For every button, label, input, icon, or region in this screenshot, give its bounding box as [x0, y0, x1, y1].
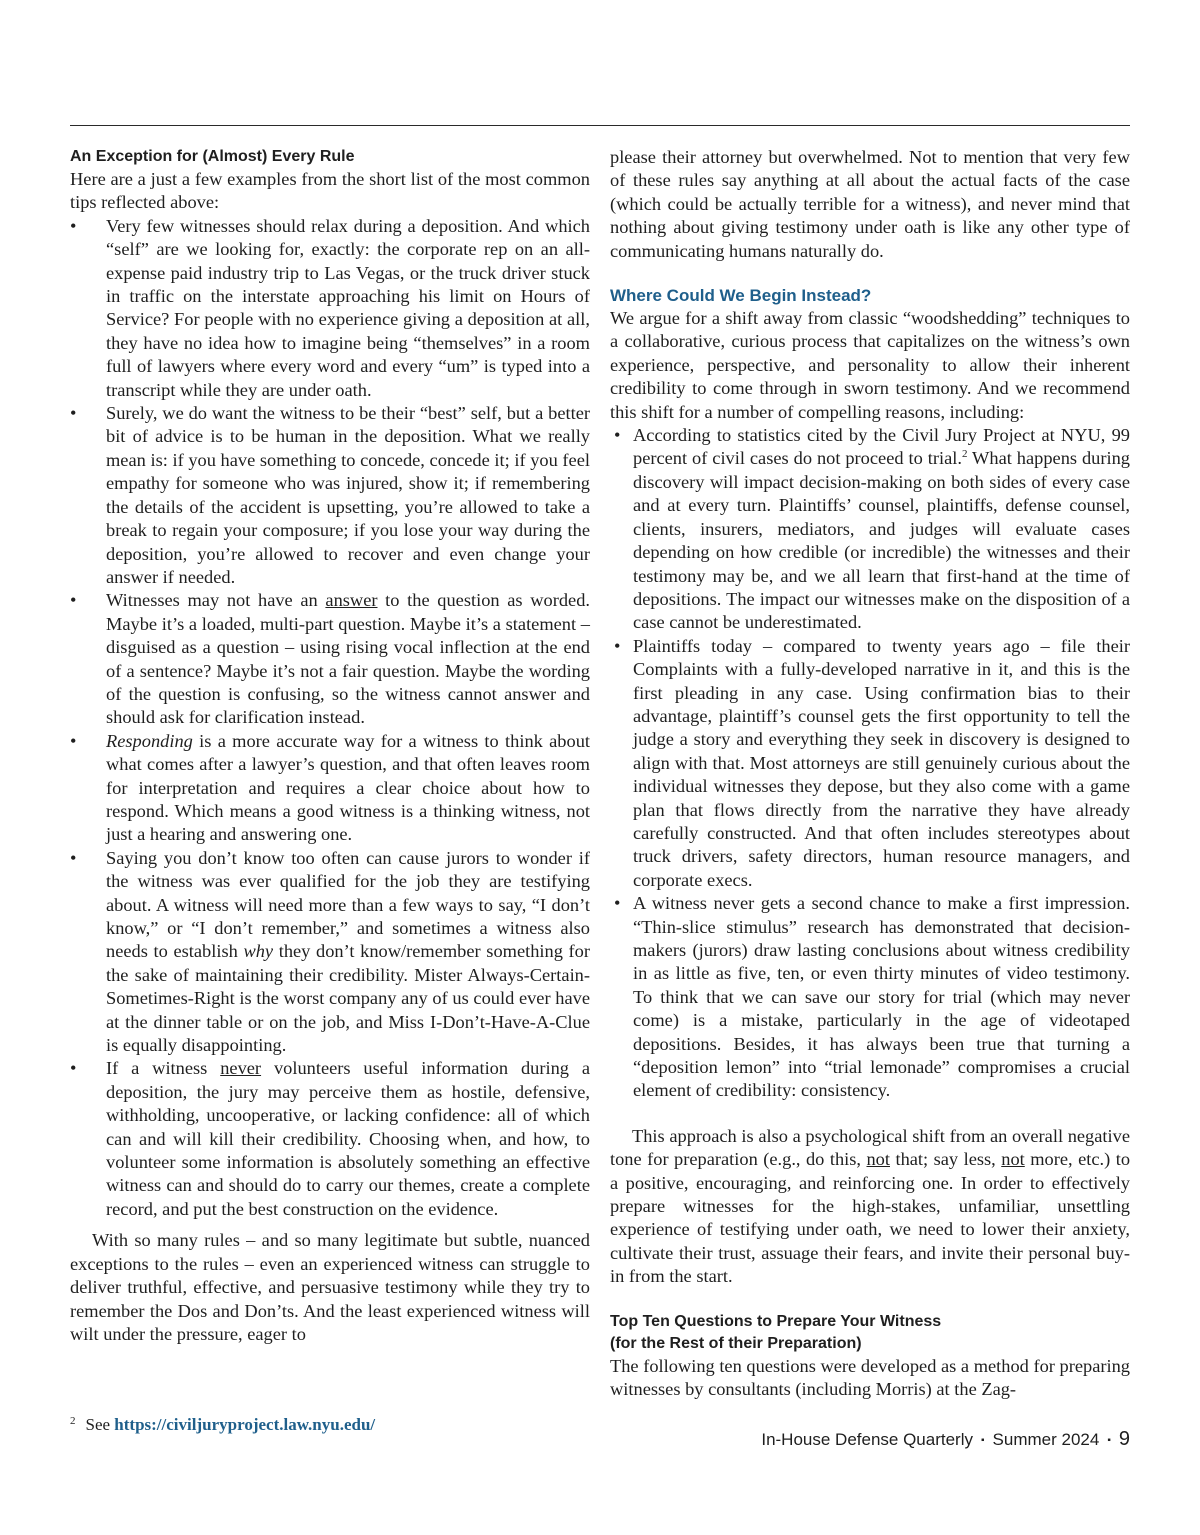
footnote-see: See: [85, 1415, 111, 1434]
list-item: • Very few witnesses should relax during a deposition. And which “self” are we looking for, exactly: the corporate rep on an all-expense paid industry trip to Las Vegas, or the truck driver stuck in traffic on the interstate approaching his limit on Hours of Service? For people with no experience giving a deposition at all, they have no idea how to imagine being “themselves” in a room full of lawyers where every word and every “um” is typed into a transcript while they are under oath.: [70, 215, 590, 400]
list-item: • Saying you don’t know too often can cause jurors to wonder if the witness was ever qualified for the job they are testifying about. A witness will need more than a few ways to say, “I don’t know,” or “I don’t remember,” and sometimes a witness also needs to establish why they don’t know/remember something for the sake of maintaining their credibility. Mister Always-Certain-Sometimes-Right is the worst company any of us could ever have at the dinner table or on the job, and Miss I-Don’t-Have-A-Clue is equally disappointing.: [70, 847, 590, 1056]
section-heading-top-ten: Top Ten Questions to Prepare Your Witness (for the Rest of their Preparation): [610, 1312, 942, 1352]
list-item: • Plaintiffs today – compared to twenty years ago – file their Complaints with a fully-developed narrative in it, and this is the first pleading in any case. Using confirmation bias to their advantage, plaintiff’s counsel gets the first opportunity to tell the judge a story and everything they seek in discovery is designed to align with that. Most attorneys are still genuinely curious about the individual witnesses they depose, but they also come with a game plan that flows directly from the narrative they have already carefully constructed. And that often includes stereotypes about truck drivers, safety directors, human resource managers, and corporate execs.: [614, 635, 1130, 890]
issue-date: Summer 2024: [992, 1430, 1100, 1449]
closing-paragraph: With so many rules – and so many legitimate but subtle, nuanced exceptions to the rules – even an experienced witness can struggle to deliver truthful, effective, and persuasive testimony while they try to remember the Dos and Don’ts. And the least experienced witness will wilt under the pressure, eager to: [70, 1230, 590, 1344]
final-paragraph: The following ten questions were developed as a method for preparing witnesses by consultants (including Morris) at the Zag-: [610, 1355, 1130, 1400]
footnote: [70, 1415, 375, 1435]
page-footer: [761, 1428, 1130, 1451]
bullet-icon: •: [70, 847, 77, 868]
publication-name: In-House Defense Quarterly: [761, 1430, 973, 1449]
bullet-icon: •: [70, 215, 77, 236]
intro-paragraph: Here are a just a few examples from the short list of the most common tips reflected above:: [70, 169, 590, 213]
approach-paragraph: This approach is also a psychological shift from an overall negative tone for preparation (e.g., do this, not that; say less, not more, etc.) to a positive, encouraging, and reinforcing one. In order to effectively prepare witnesses for the high-stakes, unfamiliar, unsettling experience of testifying under oath, we need to lower their anxiety, cultivate their trust, assuage their fears, and invite their personal buy-in from the start.: [610, 1125, 1131, 1287]
list-item: • A witness never gets a second chance to make a first impression. “Thin-slice stimulus” research has demonstrated that decision-makers (jurors) draw lasting conclusions about witness credibility in as little as five, ten, or even thirty minutes of video testimony. To think that we can save our story for trial (which may never come) is a mistake, particularly in the age of videotaped depositions. Besides, it has always been true that turning a “deposition lemon” into “trial lemonade” compromises a crucial element of credibility: consistency.: [614, 893, 1130, 1101]
left-column: [70, 146, 590, 1346]
list-item: • Surely, we do want the witness to be their “best” self, but a better bit of advice is to be human in the deposition. What we really mean is: if you have something to concede, concede it; if you feel empathy for someone who was injured, show it; if remembering the details of the accident is upsetting, you’re allowed to take a break to regain your composure; if you lose your way during the deposition, you’re allowed to recover and even change your answer if needed.: [70, 403, 590, 587]
list-item: • Responding is a more accurate way for a witness to think about what comes after a lawyer’s question, and that often leaves room for interpretation and requires a clear choice about how to respond. Which means a good witness is a thinking witness, not just a hearing and answering one.: [70, 730, 590, 845]
right-column: [610, 146, 1130, 1402]
tips-list: [70, 215, 590, 1221]
top-rule: [70, 125, 1130, 126]
footnote-ref: 2: [961, 448, 968, 461]
continuation-paragraph: please their attorney but overwhelmed. Not to mention that very few of these rules say anything at all about the actual facts of the case (which could be actually terrible for a witness), and never mind that nothing about giving testimony under oath is like any other type of communicating humans naturally do.: [610, 147, 1130, 261]
bullet-icon: •: [70, 1058, 77, 1079]
bullet-icon: •: [614, 635, 621, 656]
list-item: • According to statistics cited by the Civil Jury Project at NYU, 99 percent of civil cases do not proceed to trial.$^2$ What happens during discovery will impact decision-making on both sides of every case and at every turn. Plaintiffs’ counsel, plaintiffs, defense counsel, clients, insurers, mediators, and judges will evaluate cases depending on how credible (or incredible) the witnesses and their testimony may be, and we all learn that first-hand at the time of depositions. The impact our witnesses make on the disposition of a case cannot be underestimated.: [614, 425, 1130, 633]
bullet-icon: •: [70, 730, 77, 751]
section-heading-exception: An Exception for (Almost) Every Rule: [70, 148, 355, 165]
bullet-icon: •: [70, 590, 77, 611]
separator-icon: ▪: [1107, 1435, 1111, 1446]
intro-paragraph: We argue for a shift away from classic “woodshedding” techniques to a collaborative, curious process that capitalizes on the witness’s own experience, perspective, and personality to allow their inherent credibility to come through in sworn testimony. And we recommend this shift for a number of compelling reasons, including:: [610, 308, 1130, 422]
footnote-link[interactable]: https://civiljuryproject.law.nyu.edu/: [114, 1415, 376, 1434]
section-heading-begin-instead: Where Could We Begin Instead?: [610, 286, 872, 306]
page-number: 9: [1118, 1428, 1130, 1450]
bullet-icon: •: [70, 403, 77, 424]
separator-icon: ▪: [981, 1435, 985, 1446]
list-item: • If a witness never volunteers useful information during a deposition, the jury may perceive them as hostile, defensive, withholding, uncooperative, or lacking confidence: all of which can and will kill their credibility. Choosing when, and how, to volunteer some information is absolutely something an effective witness can and should do to carry our themes, create a complete record, and put the best construction on the evidence.: [70, 1058, 590, 1219]
list-item: • Witnesses may not have an answer to the question as worded. Maybe it’s a loaded, multi-part question. Maybe it’s a statement – disguised as a question – using rising vocal inflection at the end of a sentence? Maybe it’s not a fair question. Maybe the wording of the question is confusing, so the witness cannot answer and should ask for clarification instead.: [70, 590, 590, 728]
reasons-list: [610, 424, 1130, 1103]
bullet-icon: •: [614, 893, 621, 914]
footnote-number: 2: [70, 1415, 76, 1427]
bullet-icon: •: [614, 425, 621, 446]
